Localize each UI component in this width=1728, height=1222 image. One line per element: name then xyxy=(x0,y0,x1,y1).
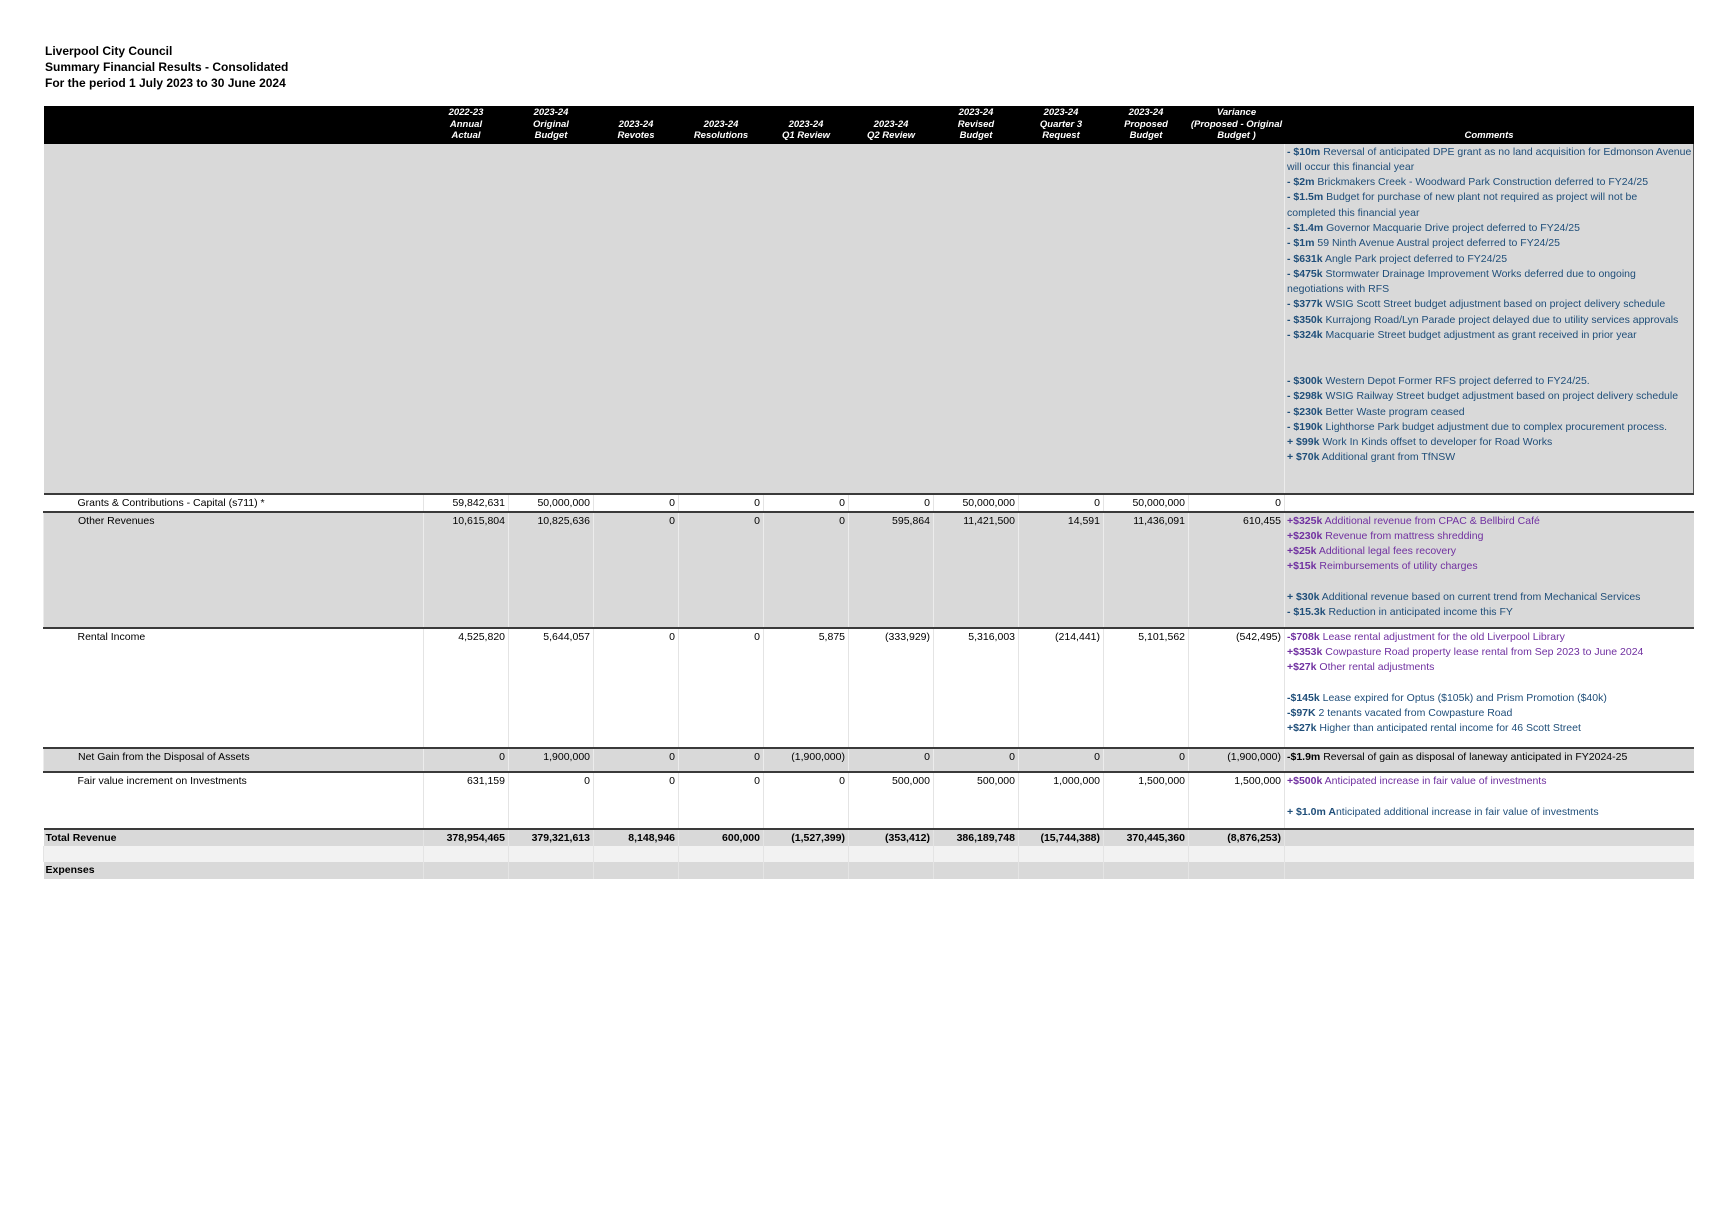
cell-value: 10,615,804 xyxy=(424,512,509,628)
cell-value: 50,000,000 xyxy=(1104,494,1189,512)
cell-value: (214,441) xyxy=(1019,628,1104,748)
col-header: 2023-24 Quarter 3 Request xyxy=(1019,106,1104,144)
cell-value: 595,864 xyxy=(849,512,934,628)
cell-value: (333,929) xyxy=(849,628,934,748)
cell-value: (15,744,388) xyxy=(1019,829,1104,846)
cell-value: 0 xyxy=(764,512,849,628)
other-revenue-comments: +$325k Additional revenue from CPAC & Bellbird Café +$230k Revenue from mattress shredding +$25k Additional legal fees recovery +$15k Reimbursements of utility charges + $30k Additional revenue based on current trend from Mechanical Services - $15.3k Reduction in anticipated income this FY xyxy=(1285,512,1694,628)
cell-value: 0 xyxy=(594,748,679,772)
cell-value: 500,000 xyxy=(849,772,934,829)
expenses-row xyxy=(44,862,1694,879)
table-row xyxy=(44,772,1694,829)
row-label: Total Revenue xyxy=(44,829,424,846)
capital-comments-row xyxy=(44,144,1694,494)
cell-value: 0 xyxy=(1104,748,1189,772)
cell-value: 10,825,636 xyxy=(509,512,594,628)
rental-income-comments: -$708k Lease rental adjustment for the old Liverpool Library +$353k Cowpasture Road property lease rental from Sep 2023 to June 2024 +$27k Other rental adjustments -$145k Lease expired for Optus ($105k) and Prism Promotion ($40k) -$97K 2 tenants vacated from Cowpasture Road +$27k Higher than anticipated rental income for 46 Scott Street xyxy=(1285,628,1694,748)
cell-value: 500,000 xyxy=(934,772,1019,829)
net-gain-comments: -$1.9m Reversal of gain as disposal of laneway anticipated in FY2024-25 xyxy=(1285,748,1694,772)
cell-value: 0 xyxy=(594,512,679,628)
cell-value: (8,876,253) xyxy=(1189,829,1285,846)
cell-value: 4,525,820 xyxy=(424,628,509,748)
cell-value: 379,321,613 xyxy=(509,829,594,846)
col-header: 2023-24 Q1 Review xyxy=(764,106,849,144)
col-header: 2023-24 Q2 Review xyxy=(849,106,934,144)
cell-value: 370,445,360 xyxy=(1104,829,1189,846)
col-header: Variance (Proposed - Original Budget ) xyxy=(1189,106,1285,144)
cell-value: 14,591 xyxy=(1019,512,1104,628)
col-header: 2022-23 Annual Actual xyxy=(424,106,509,144)
cell-value: 1,500,000 xyxy=(1104,772,1189,829)
cell-value: (1,900,000) xyxy=(1189,748,1285,772)
cell-value: 0 xyxy=(849,494,934,512)
cell-value: 631,159 xyxy=(424,772,509,829)
table-row xyxy=(44,628,1694,748)
cell-value: 0 xyxy=(679,748,764,772)
cell-value: 0 xyxy=(679,494,764,512)
table-header-row xyxy=(44,106,1694,144)
cell-value: 1,000,000 xyxy=(1019,772,1104,829)
col-header: 2023-24 Revised Budget xyxy=(934,106,1019,144)
cell-value: 1,900,000 xyxy=(509,748,594,772)
cell-value: (1,527,399) xyxy=(764,829,849,846)
cell-value: 0 xyxy=(1019,494,1104,512)
table-row xyxy=(44,748,1694,772)
col-header: 2023-24 Resolutions xyxy=(679,106,764,144)
capital-comments: - $10m Reversal of anticipated DPE grant as no land acquisition for Edmonson Avenue will occur this financial year - $2m Brickmakers Creek - Woodward Park Construction deferred to FY24/25 - $1.5m Budget for purchase of new plant not required as project will not be completed this financial year - $1.4m Governor Macquarie Drive project deferred to FY24/25 - $1m 59 Ninth Avenue Austral project deferred to FY24/25 - $631k Angle Park project deferred to FY24/25 - $475k Stormwater Drainage Improvement Works deferred due to ongoing negotiations with RFS - $377k WSIG Scott Street budget adjustment based on project delivery schedule - $350k Kurrajong Road/Lyn Parade project delayed due to utility services approvals - $324k Macquarie Street budget adjustment as grant received in prior year - $300k Western Depot Former RFS project deferred to FY24/25. - $298k WSIG Railway Street budget adjustment based on project delivery schedule - $230k Better Waste program ceased - $190k Lighthorse Park budget adjustment due to complex procurement process. + $99k Work In Kinds offset to developer for Road Works + $70k Additional grant from TfNSW xyxy=(1285,144,1694,494)
row-label: Fair value increment on Investments xyxy=(44,772,424,829)
col-header: 2023-24 Revotes xyxy=(594,106,679,144)
cell-value: 0 xyxy=(1189,494,1285,512)
financial-table xyxy=(43,106,1694,879)
section-label: Expenses xyxy=(44,862,424,879)
cell-value: 0 xyxy=(679,512,764,628)
cell-value: 0 xyxy=(594,772,679,829)
row-label: Grants & Contributions - Capital (s711) * xyxy=(44,494,424,512)
cell-value: 5,875 xyxy=(764,628,849,748)
cell-value: 0 xyxy=(679,628,764,748)
cell-value: 378,954,465 xyxy=(424,829,509,846)
report-title: Summary Financial Results - Consolidated xyxy=(45,60,289,74)
row-label: Rental Income xyxy=(44,628,424,748)
cell-value: 610,455 xyxy=(1189,512,1285,628)
cell-value: 50,000,000 xyxy=(934,494,1019,512)
report-period: For the period 1 July 2023 to 30 June 2024 xyxy=(45,76,286,90)
cell-value: 59,842,631 xyxy=(424,494,509,512)
cell-value: (353,412) xyxy=(849,829,934,846)
fair-value-comments: +$500k Anticipated increase in fair value of investments + $1.0m Anticipated additional increase in fair value of investments xyxy=(1285,772,1694,829)
cell-value: 50,000,000 xyxy=(509,494,594,512)
cell-value: 1,500,000 xyxy=(1189,772,1285,829)
cell-value: 0 xyxy=(934,748,1019,772)
cell-value: 5,316,003 xyxy=(934,628,1019,748)
total-revenue-row xyxy=(44,829,1694,846)
col-header: 2023-24 Proposed Budget xyxy=(1104,106,1189,144)
cell-value: 386,189,748 xyxy=(934,829,1019,846)
header-blank xyxy=(44,106,424,144)
cell-value: 0 xyxy=(764,494,849,512)
cell-value: 0 xyxy=(1019,748,1104,772)
report-header xyxy=(45,43,288,91)
cell-value: 0 xyxy=(509,772,594,829)
cell-value: 0 xyxy=(764,772,849,829)
cell-value: 0 xyxy=(679,772,764,829)
cell-value: (1,900,000) xyxy=(764,748,849,772)
org-name: Liverpool City Council xyxy=(45,44,173,58)
table-row xyxy=(44,494,1694,512)
cell-value: 11,421,500 xyxy=(934,512,1019,628)
cell-value: 0 xyxy=(849,748,934,772)
cell-value: (542,495) xyxy=(1189,628,1285,748)
comments-header: Comments xyxy=(1285,106,1694,144)
cell-value: 8,148,946 xyxy=(594,829,679,846)
cell-value: 5,644,057 xyxy=(509,628,594,748)
cell-value: 0 xyxy=(594,628,679,748)
table-row xyxy=(44,512,1694,628)
cell-value: 0 xyxy=(424,748,509,772)
cell-value: 0 xyxy=(594,494,679,512)
row-label: Other Revenues xyxy=(44,512,424,628)
col-header: 2023-24 Original Budget xyxy=(509,106,594,144)
row-label: Net Gain from the Disposal of Assets xyxy=(44,748,424,772)
cell-value: 600,000 xyxy=(679,829,764,846)
cell-value: 11,436,091 xyxy=(1104,512,1189,628)
spacer-row xyxy=(44,846,1694,862)
cell-value: 5,101,562 xyxy=(1104,628,1189,748)
